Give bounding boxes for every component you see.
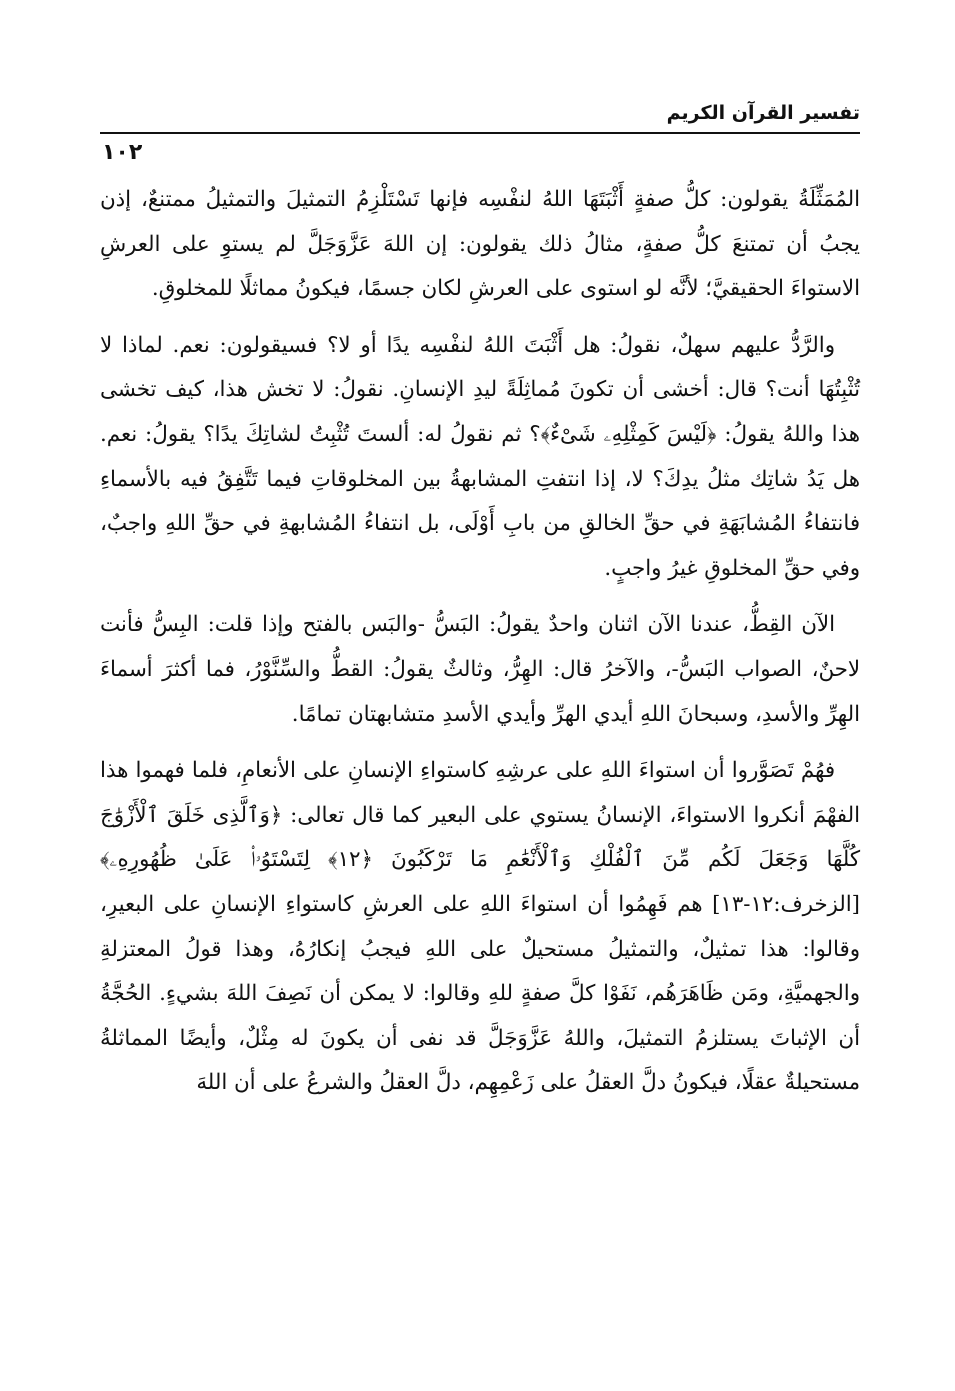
page-number: ١٠٢: [102, 140, 143, 165]
paragraph-2: والرَّدُّ عليهم سهلٌ، نقولُ: هل أَثْبَتَ اللهُ لنفْسِه يدًا أو لا؟ فسيقولون: نعم. لماذا لا تُثْبِتُهَا أنت؟ قال: أخشى أن تكونَ مُماثِلَةً ليدِ الإنسانِ. نقولُ: لا تخش هذا، كيف تخشى هذا واللهُ يقولُ: ﴿لَيْسَ كَمِثْلِهِۦ شَىْءٌ﴾؟ ثم نقولُ له: ألستَ تُثْبِتُ لشاتِكَ يدًا؟ يقولُ: نعم. هل يَدُ شاتِك مثلُ يدِكَ؟ لا، إذا انتفتِ المشابهةُ بين المخلوقاتِ فيما تَتَّفِقُ فيه بالأسماءِ فانتفاءُ المُشابَهَةِ في حقِّ الخالقِ من بابِ أَوْلَى، بل انتفاءُ المُشابهةِ في حقِّ اللهِ واجبٌ، وفي حقِّ المخلوقِ غيرُ واجبٍ.: [100, 332, 860, 581]
book-title: تفسير القرآن الكريم: [666, 102, 860, 124]
paragraph-3: الآن القِطُّ، عندنا الآن اثنان واحدٌ يقولُ: البَسُّ -والبَس بالفتح وإذا قلت: البِسُّ فأنت لاحنٌ، الصواب البَسُّ-، والآخرُ قال: الهِرُّ، وثالثٌ يقولُ: القطُّ والسِّنَّوْرُ، فما أكثرَ أسماءَ الهِرِّ والأسدِ، وسبحانَ اللهِ أيدي الهرِّ وأيدي الأسدِ متشابهتان تمامًا.: [100, 612, 860, 727]
paragraph-4: فهُمْ تَصَوَّروا أن استواءَ اللهِ على عرشِهِ كاستواءِ الإنسانِ على الأنعامِ، فلما فهموا هذا الفهْمَ أنكروا الاستواءَ، الإنسانُ يستوي على البعير كما قال تعالى: ﴿وَٱلَّذِى خَلَقَ ٱلْأَزْوَٰجَ كُلَّهَا وَجَعَلَ لَكُم مِّنَ ٱلْفُلْكِ وَٱلْأَنْعَٰمِ مَا تَرْكَبُونَ ﴿١٢﴾ لِتَسْتَوُۥا۟ عَلَىٰ ظُهُورِهِۦ﴾ [الزخرف:١٢-١٣] هم فَهِمُوا أن استواءَ اللهِ على العرشِ كاستواءِ الإنسانِ على البعيرِ، وقالوا: هذا تمثيلٌ، والتمثيلُ مستحيلٌ على اللهِ فيجبُ إنكارُهُ، وهذا قولُ المعتزلةِ والجهميَّةِ، ومَن ظَاهَرَهُم، نَفَوْا كلَّ صفةٍ للهِ وقالوا: لا يمكن أن نَصِفَ اللهَ بشيءٍ. الحُجَّةُ أن الإثباتَ يستلزمُ التمثيلَ، واللهُ عَزَّوَجَلَّ قد نفى أن يكونَ له مِثْلٌ، وأيضًا المماثلةُ مستحيلةٌ عقلًا، فيكونُ دلَّ العقلُ على زَعْمِهِم، دلَّ العقلُ والشرعُ على أن اللهَ: [100, 758, 860, 1096]
running-header: [100, 100, 860, 134]
paragraph-1: المُمَثِّلَةُ يقولون: كلُّ صفةٍ أَثْبَتَهَا اللهُ لنفْسِه فإنها تَسْتَلْزِمُ التمثيلَ والتمثيلُ ممتنعٌ، إذن يجبُ أن تمتنعَ كلُّ صفةٍ، مثالُ ذلك يقولون: إن اللهَ عَزَّوَجَلَّ لم يستوِ على العرشِ الاستواءَ الحقيقيَّ؛ لأنَّه لو استوى على العرشِ لكان جسمًا، فيكونُ مماثلًا للمخلوقِ.: [100, 187, 860, 302]
page-body: [100, 178, 860, 1106]
